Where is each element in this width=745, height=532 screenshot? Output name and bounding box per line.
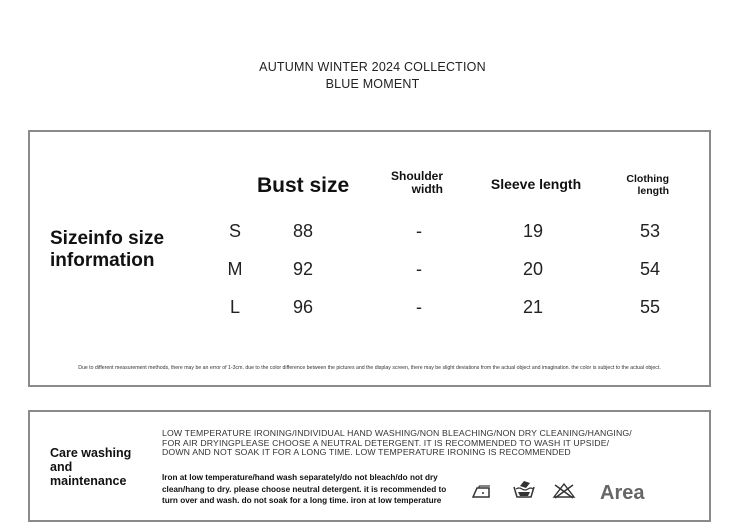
sleeve-cell: 19	[522, 221, 544, 241]
bust-cell: 96	[292, 297, 314, 317]
clothing-header-line2: length	[637, 184, 669, 197]
care-bold-line1: Iron at low temperature/hand wash separately/do not bleach/do not dry	[162, 473, 438, 482]
no-bleach-icon	[552, 482, 576, 500]
size-info-panel	[28, 130, 711, 387]
collection-subtitle: BLUE MOMENT	[325, 77, 420, 91]
clothing-cell: 53	[639, 221, 661, 241]
care-label	[50, 446, 160, 488]
clothing-cell: 55	[639, 297, 661, 317]
care-label-line3: maintenance	[50, 474, 127, 488]
table-row	[30, 297, 709, 321]
clothing-header-line1: Clothing	[626, 173, 669, 185]
collection-title: AUTUMN WINTER 2024 COLLECTION	[259, 60, 486, 74]
care-instructions-bold	[162, 472, 462, 507]
iron-icon	[470, 484, 494, 500]
table-row	[30, 221, 709, 245]
shoulder-header-line2: width	[411, 182, 443, 197]
bust-cell: 92	[292, 259, 314, 279]
shoulder-cell: -	[416, 297, 422, 317]
care-en-line1: LOW TEMPERATURE IRONING/INDIVIDUAL HAND WASHING/NON BLEACHING/NON DRY CLEANING/HANGING/	[162, 428, 632, 438]
clothing-length-header	[615, 174, 669, 197]
care-bold-line3: turn over and wash. do not soak for a long time. iron at low temperature	[162, 496, 442, 505]
hand-wash-icon	[512, 480, 536, 500]
shoulder-width-header	[375, 170, 443, 196]
size-cell: M	[227, 259, 243, 279]
measurement-disclaimer: Due to different measurement methods, there may be an error of 1-3cm. due to the color difference between the pictures and the display screen, there may be slight deviations from the actual object and imagination. the color is subject to the actual object.	[78, 365, 661, 371]
care-label-line2: and	[50, 460, 73, 474]
bust-size-header: Bust size	[257, 174, 350, 197]
shoulder-cell: -	[416, 221, 422, 241]
size-cell: L	[229, 297, 240, 317]
size-info-label-line2: information	[50, 250, 155, 271]
shoulder-header-line1: Shoulder	[390, 169, 443, 183]
care-panel	[28, 410, 711, 522]
size-info-label-line1: Sizeinfo size	[50, 228, 165, 249]
bust-cell: 88	[292, 221, 314, 241]
clothing-cell: 54	[639, 259, 661, 279]
area-label: Area	[600, 482, 645, 504]
shoulder-cell: -	[416, 259, 422, 279]
care-en-line3: DOWN AND NOT SOAK IT FOR A LONG TIME. LOW TEMPERATURE IRONING IS RECOMMENDED	[162, 447, 571, 458]
care-en-line2: FOR AIR DRYINGPLEASE CHOOSE A NEUTRAL DETERGENT. IT IS RECOMMENDED TO WASH IT UPSIDE/	[162, 437, 610, 448]
size-cell: S	[228, 221, 241, 241]
sleeve-cell: 21	[522, 297, 544, 317]
care-instructions-uppercase	[162, 429, 682, 458]
sleeve-cell: 20	[522, 259, 544, 279]
sleeve-length-header: Sleeve length	[490, 176, 582, 192]
care-bold-line2: clean/hang to dry. please choose neutral detergent. it is recommended to	[162, 484, 447, 494]
care-label-line1: Care washing	[50, 446, 132, 460]
table-row	[30, 259, 709, 283]
